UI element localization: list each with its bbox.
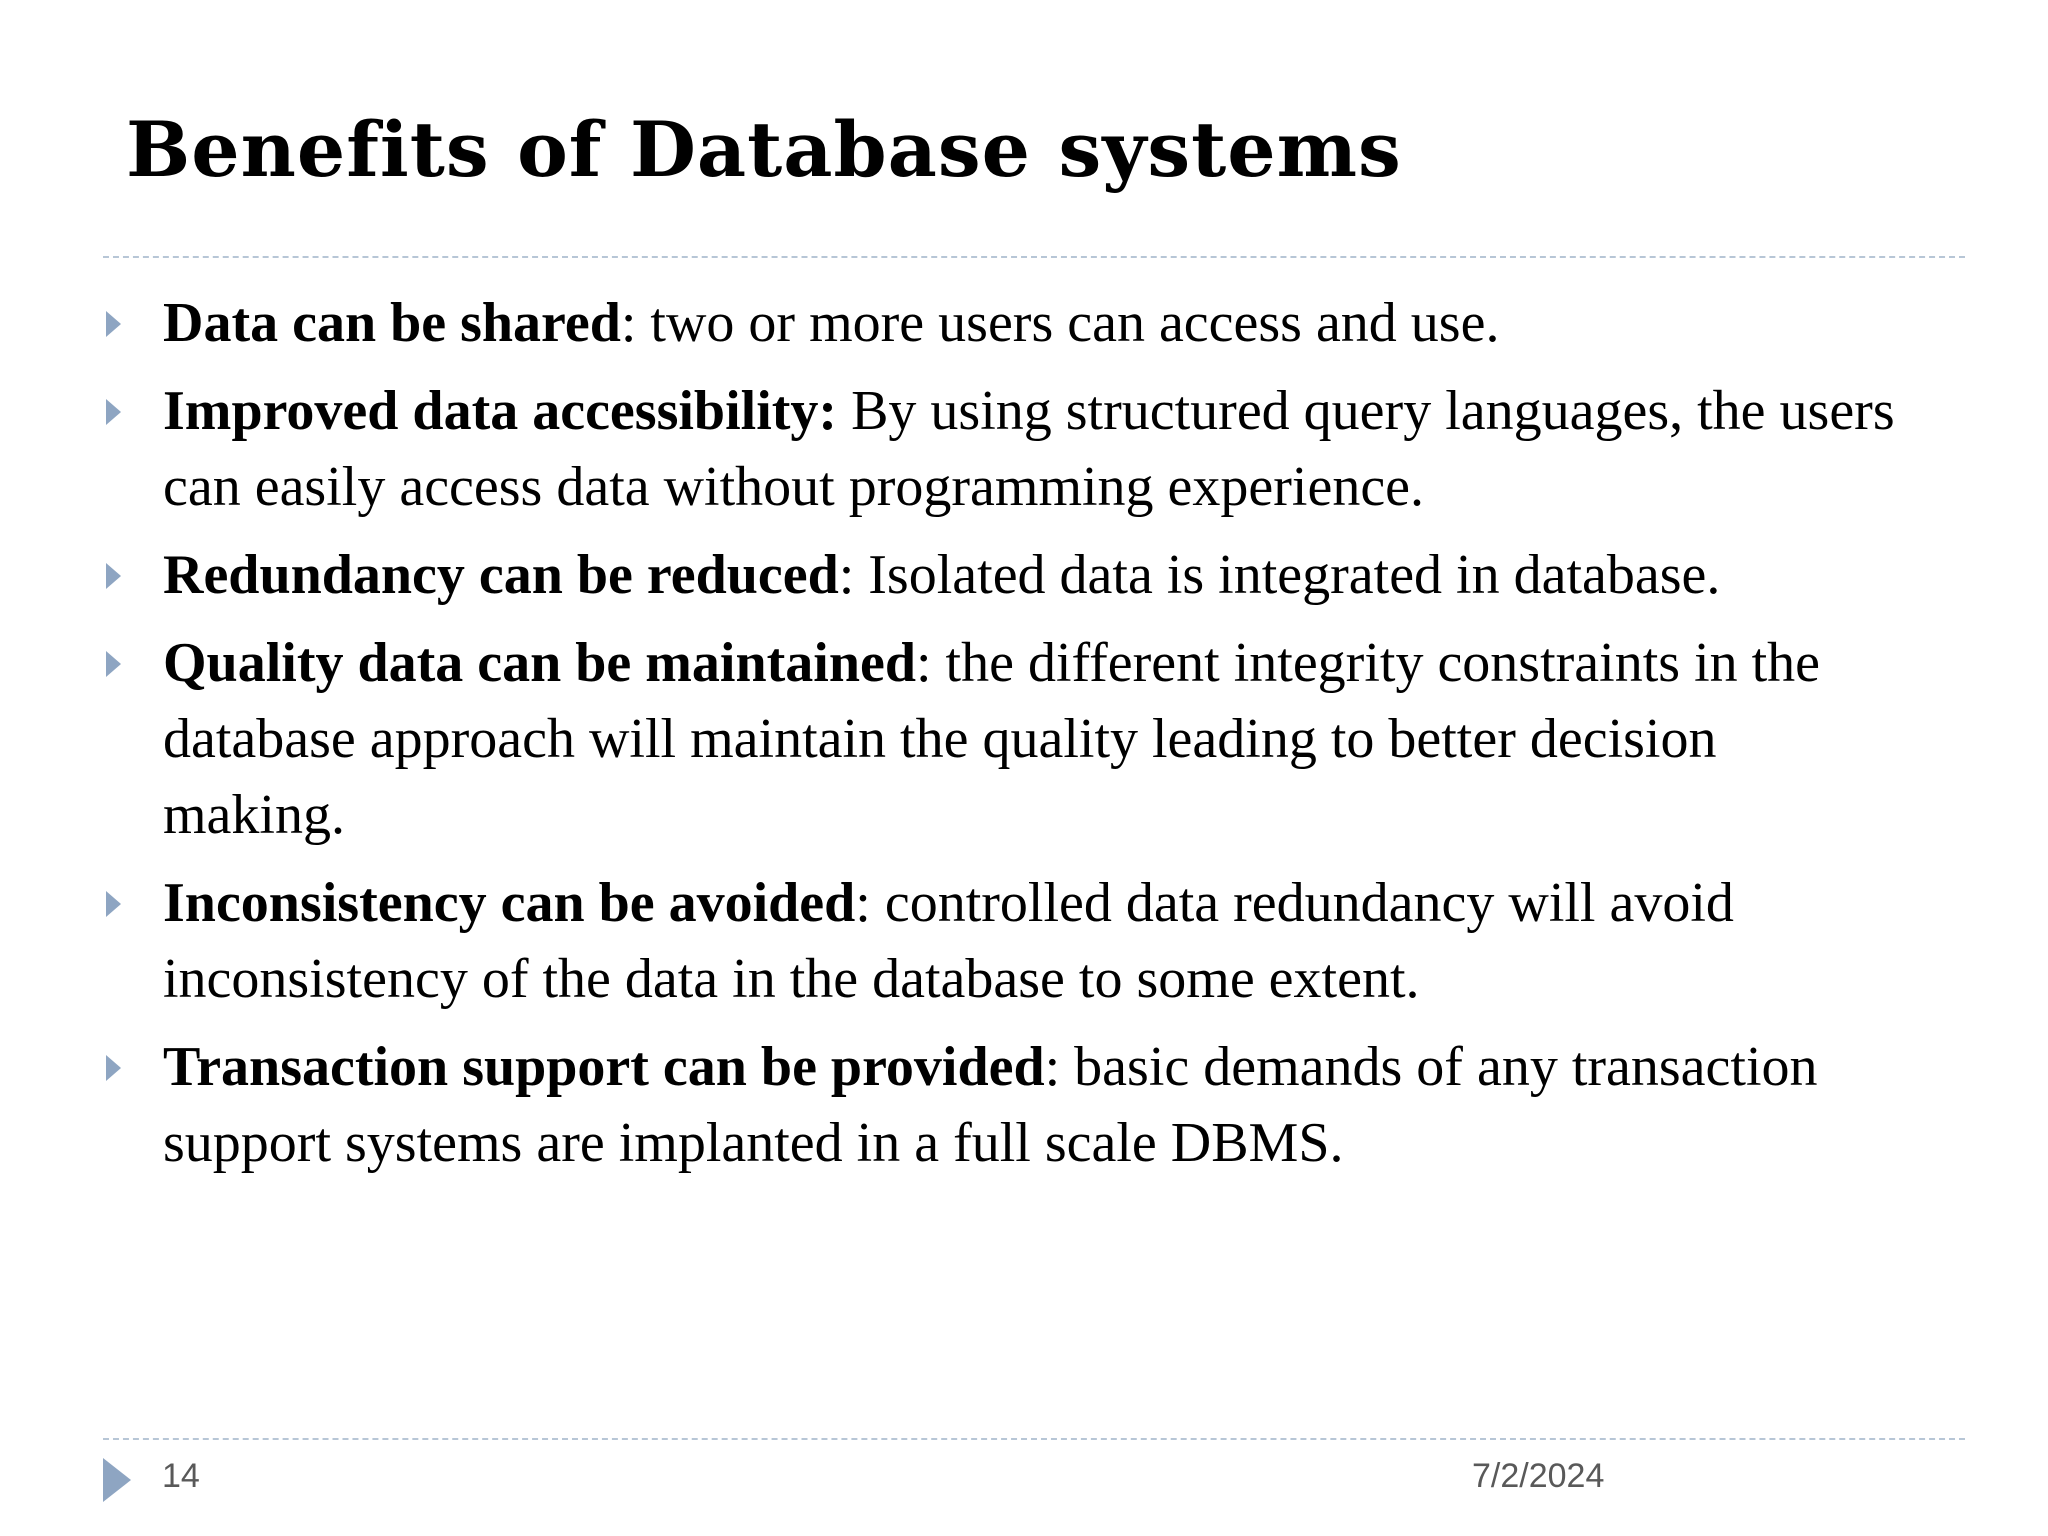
bullet-text: : basic demands of any transaction support systems are implanted in a full scale DBMS. (163, 1036, 1818, 1174)
bullet-list (100, 285, 1900, 1193)
triangle-bullet-icon (106, 891, 121, 917)
bullet-term: Quality data can be maintained (163, 632, 916, 694)
bullet-term: Inconsistency can be avoided (163, 872, 856, 934)
page-number: 14 (162, 1457, 200, 1495)
bullet-term: Redundancy can be reduced (163, 544, 839, 606)
bullet-term: Improved data accessibility: (163, 380, 838, 442)
triangle-bullet-icon (106, 1055, 121, 1081)
bullet-item (100, 1029, 1900, 1181)
bullet-item (100, 285, 1900, 361)
triangle-bullet-icon (106, 399, 121, 425)
triangle-bullet-icon (106, 563, 121, 589)
bullet-item (100, 373, 1900, 525)
bullet-text: : controlled data redundancy will avoid inconsistency of the data in the database to some extent. (163, 872, 1734, 1010)
triangle-bullet-icon (106, 651, 121, 677)
footer-arrow-icon (103, 1458, 131, 1502)
bullet-text: By using structured query languages, the users can easily access data without programming experience. (163, 380, 1895, 518)
bullet-item (100, 625, 1900, 853)
bullet-item (100, 537, 1900, 613)
footer-divider (103, 1438, 1965, 1440)
triangle-bullet-icon (106, 311, 121, 337)
bullet-term: Data can be shared (163, 292, 621, 354)
bullet-text: : two or more users can access and use. (620, 292, 1500, 354)
bullet-text: : Isolated data is integrated in database. (838, 544, 1721, 606)
bullet-term: Transaction support can be provided (163, 1036, 1045, 1098)
bullet-text: : the different integrity constraints in the database approach will maintain the quality leading to better decision making. (163, 632, 1821, 846)
slide-title: Benefits of Database systems (126, 105, 1402, 194)
slide-date: 7/2/2024 (1472, 1457, 1605, 1495)
title-divider (103, 256, 1965, 258)
bullet-item (100, 865, 1900, 1017)
